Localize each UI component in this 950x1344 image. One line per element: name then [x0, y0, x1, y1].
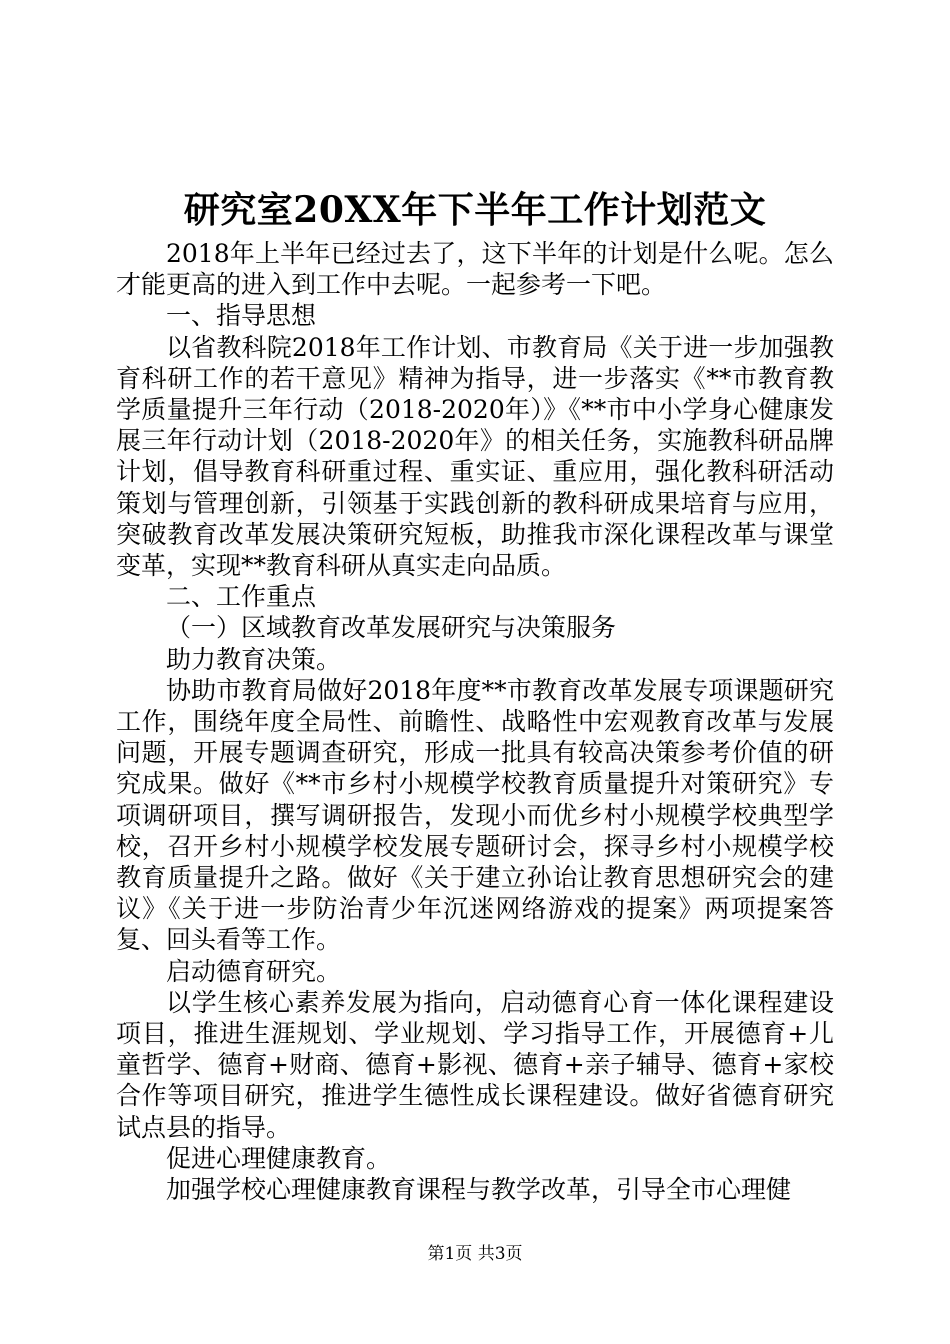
item-heading-mental-health: 促进心理健康教育。	[166, 1143, 392, 1173]
intro-paragraph: 2018年上半年已经过去了，这下半年的计划是什么呢。怎么才能更高的进入到工作中去呢。一起参考一下吧。	[116, 239, 834, 300]
item-heading-moral-education: 启动德育研究。	[166, 956, 342, 986]
guiding-ideology-paragraph: 以省教科院2018年工作计划、市教育局《关于进一步加强教育科研工作的若干意见》精神为指导，进一步落实《**市教育教学质量提升三年行动（2018-2020年）》《**市中小学身心健康发展三年行动计划（2018-2020年》的相关任务，实施教科研品牌计划，倡导教育科研重过程、重实证、重应用，强化教科研活动策划与管理创新，引领基于实践创新的教科研成果培育与应用，突破教育改革发展决策研究短板，助推我市深化课程改革与课堂变革，实现**教育科研从真实走向品质。	[116, 332, 834, 581]
page-footer: 第1页 共3页	[427, 1244, 523, 1264]
document-body	[116, 238, 834, 1205]
document-title: 研究室20XX年下半年工作计划范文	[183, 189, 767, 231]
subsection-heading-regional-reform: （一）区域教育改革发展研究与决策服务	[166, 613, 617, 643]
section-heading-work-focus: 二、工作重点	[166, 582, 317, 612]
moral-education-paragraph: 以学生核心素养发展为指向，启动德育心育一体化课程建设项目，推进生涯规划、学业规划、学习指导工作，开展德育+儿童哲学、德育+财商、德育+影视、德育+亲子辅导、德育+家校合作等项目研究，推进学生德性成长课程建设。做好省德育研究试点县的指导。	[116, 987, 834, 1142]
section-heading-guiding-ideology: 一、指导思想	[166, 301, 317, 331]
decision-support-paragraph: 协助市教育局做好2018年度**市教育改革发展专项课题研究工作，围绕年度全局性、前瞻性、战略性中宏观教育改革与发展问题，开展专题调查研究，形成一批具有较高决策参考价值的研究成果。做好《**市乡村小规模学校教育质量提升对策研究》专项调研项目，撰写调研报告，发现小而优乡村小规模学校典型学校，召开乡村小规模学校发展专题研讨会，探寻乡村小规模学校教育质量提升之路。做好《关于建立孙诒让教育思想研究会的建议》《关于进一步防治青少年沉迷网络游戏的提案》两项提案答复、回头看等工作。	[116, 675, 834, 955]
mental-health-paragraph: 加强学校心理健康教育课程与教学改革，引导全市心理健	[166, 1175, 792, 1205]
item-heading-decision-support: 助力教育决策。	[166, 644, 342, 674]
